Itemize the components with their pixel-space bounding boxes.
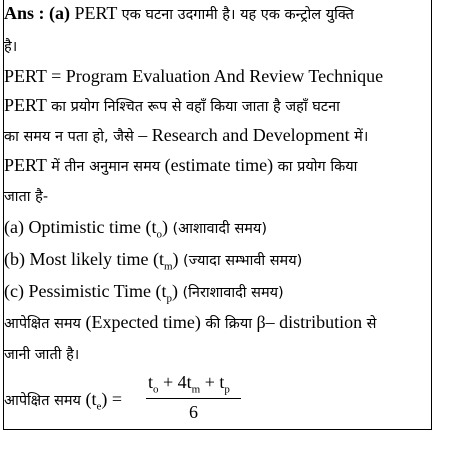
formula-denominator: 6	[189, 401, 198, 422]
line-6: PERT में तीन अनुमान समय (estimate time) का प्रयोग किया	[4, 155, 358, 175]
most-likely-time: (b) Most likely time $(t_m)$ (ज्यादा सम्भावी समय)	[4, 249, 303, 273]
expected-time-label: आपेक्षित समय $(t_e)$ =	[4, 389, 123, 413]
line-11: आपेक्षित समय (Expected time) की क्रिया β– distribution से	[4, 312, 377, 332]
optimistic-time: (a) Optimistic time $(t_o)$ (आशावादी समय)	[4, 217, 267, 241]
line-12: जानी जाती है।	[4, 347, 80, 363]
answer-label: Ans : (a)	[4, 3, 70, 23]
formula-numerator: $t_o + 4t_m + t_p$	[148, 372, 230, 396]
pert-full-form: PERT = Program Evaluation And Review Technique	[4, 66, 384, 86]
line-4: PERT का प्रयोग निश्चित रूप से वहाँ किया जाता है जहाँ घटना	[4, 95, 340, 115]
line-1: Ans : (a) PERT एक घटना उदगामी है। यह एक कन्ट्रोल युक्ति	[4, 3, 354, 23]
line-2: है।	[4, 39, 18, 55]
pessimistic-time: (c) Pessimistic Time $(t_p)$ (निराशावादी समय)	[4, 281, 284, 305]
fraction-bar	[146, 398, 241, 399]
line-5: का समय न पता हो, जैसे – Research and Development में।	[4, 125, 369, 145]
expected-time-formula	[146, 372, 241, 423]
line-7: जाता है-	[4, 189, 49, 205]
